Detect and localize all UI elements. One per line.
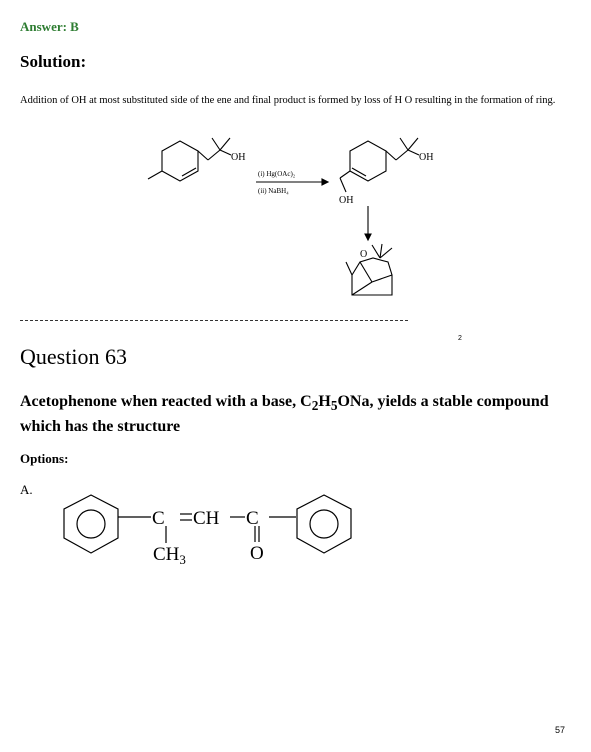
ring-oxygen: O bbox=[360, 249, 368, 260]
carbon-2: C bbox=[246, 508, 259, 529]
question-title: Question 63 bbox=[20, 344, 127, 369]
oh-label-intermediate: OH bbox=[419, 152, 434, 163]
page-number: 57 bbox=[555, 725, 566, 735]
reagent-1: (i) Hg(OAc)₂ bbox=[258, 170, 296, 178]
reagent-2: (ii) NaBH₄ bbox=[258, 187, 289, 195]
option-a-label[interactable]: A. bbox=[20, 482, 33, 497]
methyl-group: $CH_3$ bbox=[153, 544, 186, 567]
reaction-scheme bbox=[0, 125, 591, 310]
benzene-ring-left bbox=[64, 495, 118, 553]
benzene-ring-right bbox=[297, 495, 351, 553]
divider bbox=[20, 320, 408, 321]
options-heading: Options: bbox=[20, 451, 69, 466]
answer-line: Answer: B bbox=[20, 19, 79, 34]
question-text: Acetophenone when reacted with a base, $C_2H_5ONa$, yields a stable compound which has the structure bbox=[20, 393, 549, 436]
solution-text: Addition of OH at most substituted side of the ene and final product is formed by loss of H O resulting in the formation of ring. bbox=[20, 95, 556, 106]
oh-label-intermediate-2: OH bbox=[339, 195, 354, 206]
ch-group: CH bbox=[193, 508, 220, 529]
carbonyl-oxygen: O bbox=[250, 543, 264, 564]
option-a-structure bbox=[0, 478, 591, 578]
oh-label-reactant: OH bbox=[231, 152, 246, 163]
intermediate-molecule bbox=[340, 138, 419, 192]
page-mark: 2 bbox=[458, 335, 462, 342]
product-molecule bbox=[346, 244, 392, 295]
carbon-1: C bbox=[152, 508, 165, 529]
solution-heading: Solution: bbox=[20, 52, 87, 71]
reactant-molecule bbox=[148, 138, 231, 181]
